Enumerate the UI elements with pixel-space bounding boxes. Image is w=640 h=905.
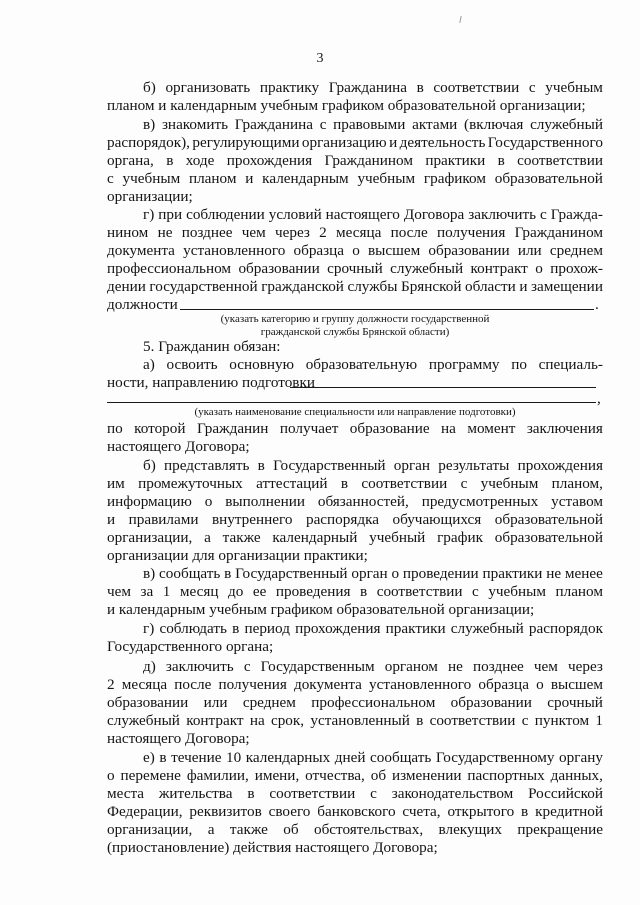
word: о [535, 260, 543, 277]
word: по [107, 420, 123, 437]
word: по [511, 356, 527, 373]
word: о [352, 242, 360, 259]
word: Гражданином [324, 152, 413, 169]
clause-v5-line [107, 583, 603, 601]
word: службы [347, 278, 398, 295]
word: настоящего [325, 206, 400, 223]
word: в [416, 712, 424, 729]
word: регулирующими [192, 134, 300, 151]
clause-d5-line [107, 694, 603, 712]
word: выполнении [225, 493, 305, 510]
word: б) [143, 79, 156, 96]
clause-v1-line [107, 152, 603, 170]
word: практики [385, 620, 446, 637]
word: образца [478, 676, 529, 693]
clause-g1-line [107, 260, 603, 278]
clause-d5-line [143, 658, 603, 676]
word: орган [393, 457, 431, 474]
word: через [568, 658, 603, 675]
clause-v1-line [143, 116, 603, 134]
word: и [107, 511, 116, 528]
clause-d5-line [107, 712, 603, 730]
word: пунктом [534, 712, 590, 729]
word: среднем [242, 694, 296, 711]
word: служебный [107, 712, 180, 729]
word: счета, [402, 803, 441, 820]
word: и [245, 170, 254, 187]
clause-v5-line: и календарным учебным графиком образовательной организации; [107, 601, 535, 618]
word: (включая [464, 116, 524, 133]
word: б) [143, 457, 156, 474]
word: перемене [120, 767, 181, 784]
word: органом [384, 658, 438, 675]
word: о [391, 565, 400, 582]
clause-e5-line [107, 767, 603, 785]
word: график [437, 529, 483, 546]
word: 2 [107, 676, 115, 693]
word: образовании [428, 242, 510, 259]
word: с [528, 79, 536, 96]
word: нином [107, 224, 149, 241]
word: а [207, 821, 215, 838]
clause-b5-line [107, 529, 603, 547]
word: планом [555, 583, 603, 600]
word: контракт [470, 260, 528, 277]
word: об [283, 821, 299, 838]
word: образовательную [305, 356, 418, 373]
word: в [232, 620, 240, 637]
clause-b1-line: планом и календарным учебным графиком образовательной организации; [107, 97, 586, 114]
word: в [360, 583, 368, 600]
word: чем [107, 583, 131, 600]
word: внутреннего [211, 511, 293, 528]
word: срочный [327, 260, 383, 277]
word: заключить [165, 658, 234, 675]
word: контракт [186, 712, 244, 729]
word: учебным [122, 170, 181, 187]
clause-e5-line [107, 785, 603, 803]
word: высшем [368, 242, 421, 259]
word: реквизитов [189, 803, 262, 820]
word: Государственного [487, 134, 603, 151]
word: актами [412, 116, 458, 133]
word: проведении [402, 565, 479, 582]
word: при [158, 206, 183, 223]
word: условий [268, 206, 322, 223]
word: уставом [551, 493, 603, 510]
word: установленного [183, 242, 286, 259]
word: им [107, 475, 125, 492]
word: распорядок), [107, 134, 190, 151]
word: документа [293, 676, 362, 693]
word: организации, [107, 529, 193, 546]
word: в) [143, 565, 156, 582]
word: 1 [162, 583, 171, 600]
word: жительства [158, 785, 233, 802]
word: паспортных [467, 767, 545, 784]
word: прохождения [295, 620, 381, 637]
specialty-caption: (указать наименование специальности или направление подготовки) [194, 406, 516, 418]
word: Государственным [260, 658, 375, 675]
word: момент [467, 420, 516, 437]
word: обязанностей, [317, 493, 409, 510]
word: Государственному [435, 749, 555, 766]
word: получения [436, 224, 506, 241]
word: замещении [531, 278, 603, 295]
word: после [390, 224, 428, 241]
word: распорядка [305, 511, 379, 528]
word: организовать [165, 79, 251, 96]
word: и [519, 278, 528, 295]
clause-g1-line [107, 224, 603, 242]
word: учебным [480, 475, 539, 492]
word: с [107, 170, 114, 187]
word: сообщать [370, 749, 432, 766]
word: образовательной [494, 529, 603, 546]
word: учебным [545, 79, 603, 96]
word: в [497, 152, 505, 169]
word: установленного [369, 676, 472, 693]
word: а) [143, 356, 155, 373]
word: прохождения [517, 457, 603, 474]
word: Договора [403, 206, 465, 223]
word: ее [252, 583, 267, 600]
word: обучающихся [392, 511, 482, 528]
clause-a5-comma: , [597, 390, 601, 407]
position-caption: гражданской службы Брянской области) [260, 326, 450, 338]
word: также [222, 529, 261, 546]
word: срочный [547, 694, 603, 711]
word: г) [143, 620, 155, 637]
word: образовании [238, 260, 320, 277]
word: учебным [488, 583, 546, 600]
clause-v1-line: организации; [107, 188, 193, 205]
word: месяца [335, 224, 382, 241]
word: чем [241, 224, 266, 241]
word: соответствии [269, 785, 356, 802]
word: высшем [550, 676, 603, 693]
word: Гражданином [514, 224, 603, 241]
clause-d5-line: настоящего Договора; [107, 730, 250, 747]
page-number: 3 [316, 51, 324, 66]
word: практику [259, 79, 320, 96]
word: среднем [549, 242, 603, 259]
word: с [521, 712, 529, 729]
word: в [224, 565, 232, 582]
word: учебный [369, 529, 426, 546]
word: распорядок [528, 620, 603, 637]
word: практики [425, 152, 486, 169]
word: г) [143, 206, 155, 223]
clause-v5-line [143, 565, 603, 583]
word: служебный [450, 620, 524, 637]
word: Гражданина [328, 79, 407, 96]
word: органу [559, 749, 603, 766]
clause-b5-line [143, 457, 603, 475]
word: не [546, 565, 562, 582]
clause-g5-line: Государственного органа; [107, 638, 274, 655]
word: результаты [438, 457, 510, 474]
word: представлять [164, 457, 250, 474]
word: Государственный [273, 457, 386, 474]
word: получения [218, 676, 287, 693]
word: менее [564, 565, 603, 582]
word: имени, [254, 767, 300, 784]
word: также [229, 821, 268, 838]
word: соответствии [433, 79, 520, 96]
word: дении [107, 278, 146, 295]
word: или [517, 242, 542, 259]
word: в [159, 749, 167, 766]
word: прекращение [517, 821, 603, 838]
word: планом, [551, 475, 603, 492]
word: соответствии [361, 475, 448, 492]
word: месяц [179, 583, 219, 600]
clause-v1-line [107, 170, 603, 188]
word: о [204, 493, 213, 510]
word: с [540, 206, 547, 223]
word: сообщать [159, 565, 221, 582]
word: Российской [528, 785, 603, 802]
word: в [340, 475, 349, 492]
clause-v1-line [107, 134, 603, 152]
word: с [472, 583, 479, 600]
word: орган [351, 565, 388, 582]
word: влекущих [438, 821, 502, 838]
word: прохож- [550, 260, 603, 277]
word: образовании [450, 694, 532, 711]
word: календарных [245, 749, 331, 766]
word: профессиональном [107, 260, 232, 277]
word: на [441, 420, 456, 437]
word: служебный [530, 116, 603, 133]
word: срок, [270, 712, 305, 729]
position-caption: (указать категорию и группу должности государственной [220, 313, 490, 325]
word: Брянской [400, 278, 462, 295]
word: на [249, 712, 265, 729]
word: прохождения [226, 152, 313, 169]
word: государственной [149, 278, 258, 295]
word: освоить [166, 356, 218, 373]
word: до [228, 583, 244, 600]
word: учебным [357, 170, 416, 187]
word: предусмотренных [421, 493, 539, 510]
word: которой [134, 420, 186, 437]
word: основную [229, 356, 294, 373]
scan-mark [459, 16, 461, 23]
word: Федерации, [107, 803, 183, 820]
word: организации, [107, 821, 193, 838]
word: с [243, 658, 251, 675]
clause-a5-line [143, 356, 603, 374]
word: планом [188, 170, 237, 187]
word: правилами [128, 511, 199, 528]
word: образование [349, 420, 430, 437]
word: месяца [121, 676, 168, 693]
word: соблюдении [186, 206, 265, 223]
word: своего [268, 803, 311, 820]
word: открытого [447, 803, 515, 820]
word: в [257, 457, 265, 474]
clause-e5-line [143, 749, 603, 767]
word: специаль- [538, 356, 603, 373]
word: 2 [319, 224, 327, 241]
word: календарный [272, 529, 358, 546]
word: с [319, 116, 327, 133]
word: Государственный [235, 565, 348, 582]
word: правовыми [333, 116, 406, 133]
clause-g1-period: . [595, 296, 599, 313]
word: в [247, 785, 255, 802]
word: ходе [185, 152, 215, 169]
word: 10 [226, 749, 242, 766]
word: организацию [301, 134, 387, 151]
word: служебный [390, 260, 464, 277]
word: период [244, 620, 290, 637]
clause-d5-line [107, 676, 603, 694]
word: соответствии [517, 152, 603, 169]
clause-b5-line [107, 511, 603, 529]
word: графиком [423, 170, 486, 187]
word: проведения [275, 583, 351, 600]
word: в) [143, 116, 156, 133]
word: позднее [181, 224, 233, 241]
clause-a5-line [107, 420, 603, 438]
word: соблюдать [159, 620, 227, 637]
word: об [370, 767, 387, 784]
word: области [465, 278, 516, 295]
word: гражданской [261, 278, 344, 295]
word: заключения [526, 420, 603, 437]
word: образовании [107, 694, 189, 711]
word: после [174, 676, 212, 693]
word: промежуточных [138, 475, 243, 492]
word: отчества, [305, 767, 365, 784]
word: в [416, 79, 424, 96]
section-5-heading: 5. Гражданин обязан: [143, 338, 281, 355]
word: практики [482, 565, 543, 582]
clause-a5-line: настоящего Договора; [107, 438, 250, 455]
word: соответствии [429, 712, 516, 729]
word: д) [143, 658, 156, 675]
clause-e5-line [107, 821, 603, 839]
word: фамилии, [186, 767, 249, 784]
word: Гражданин [196, 420, 269, 437]
word: позднее [473, 658, 524, 675]
word: и [389, 134, 398, 151]
word: Гражда- [550, 206, 603, 223]
word: не [448, 658, 463, 675]
word: дней [334, 749, 366, 766]
clause-g1-position-label: должности [107, 296, 178, 313]
word: в [166, 152, 174, 169]
specialty-fill-line [290, 387, 596, 388]
clause-b5-line: организации для организации практики; [107, 547, 368, 564]
word: о [536, 676, 544, 693]
word: не [157, 224, 173, 241]
word: кредитной [535, 803, 603, 820]
word: 1 [595, 712, 603, 729]
word: места [107, 785, 145, 802]
word: информацию [107, 493, 192, 510]
word: образца [293, 242, 345, 259]
word: знакомить [161, 116, 229, 133]
clause-b1-line [143, 79, 603, 97]
word: данных, [550, 767, 603, 784]
clause-e5-line [107, 803, 603, 821]
clause-g1-line [107, 242, 603, 260]
word: соответствии [376, 583, 463, 600]
word: с [370, 785, 377, 802]
word: за [140, 583, 154, 600]
word: с [460, 475, 468, 492]
word: органа, [107, 152, 154, 169]
word: или [203, 694, 228, 711]
word: программу [428, 356, 500, 373]
word: а [204, 529, 211, 546]
word: образовательной [494, 170, 603, 187]
word: через [274, 224, 310, 241]
clause-g5-line [143, 620, 603, 638]
word: календарным [262, 170, 349, 187]
clause-b5-line [107, 493, 603, 511]
word: изменении [391, 767, 462, 784]
word: установленный [310, 712, 410, 729]
word: Гражданина [234, 116, 313, 133]
clause-a5-line: ности, направлению подготовки [107, 374, 315, 391]
word: документа [107, 242, 175, 259]
clause-g1-line [143, 206, 603, 224]
word: о [107, 767, 115, 784]
specialty-fill-line [107, 402, 596, 403]
word: обстоятельствах, [313, 821, 424, 838]
word: образовательной [494, 511, 603, 528]
position-fill-line [180, 309, 594, 310]
clause-b5-line [107, 475, 603, 493]
word: законодательством [391, 785, 514, 802]
word: чем [533, 658, 558, 675]
word: е) [143, 749, 155, 766]
word: течение [171, 749, 222, 766]
clause-g1-line [107, 278, 603, 296]
clause-e5-line: (приостановление) действия настоящего Договора; [107, 839, 438, 856]
word: профессиональном [311, 694, 436, 711]
word: банковского [317, 803, 396, 820]
word: в [521, 803, 529, 820]
word: заключить [468, 206, 537, 223]
word: аттестаций [256, 475, 328, 492]
word: получает [279, 420, 339, 437]
word: деятельность [399, 134, 486, 151]
